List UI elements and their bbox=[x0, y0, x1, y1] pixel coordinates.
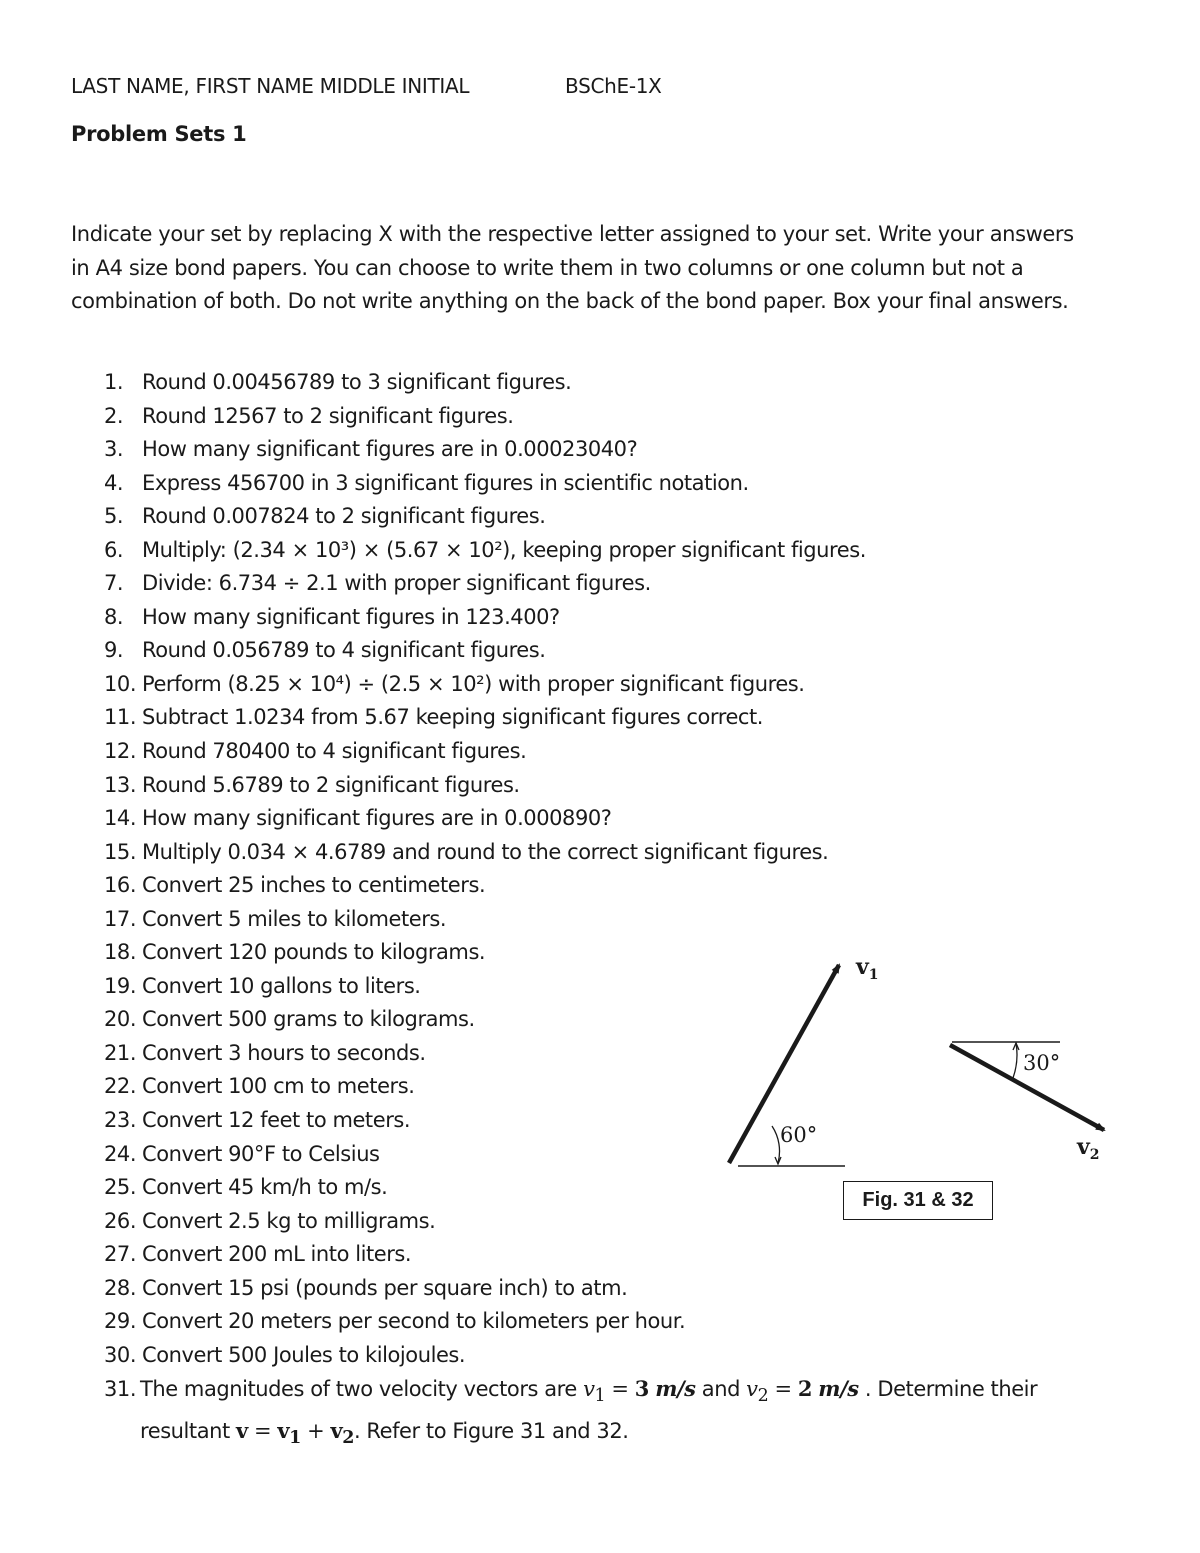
v2-value: 2 bbox=[797, 1376, 813, 1402]
problem-number: 19. bbox=[104, 973, 137, 998]
problem-number: 1. bbox=[104, 370, 124, 394]
problem-text: Multiply 0.034 × 4.6789 and round to the correct significant figures. bbox=[142, 839, 829, 864]
problem-item-5 bbox=[104, 500, 1134, 534]
problem-number: 6. bbox=[104, 537, 124, 562]
problem-number: 17. bbox=[104, 906, 137, 931]
problem-item-6 bbox=[104, 534, 1134, 568]
problem-item-29 bbox=[104, 1305, 1134, 1339]
resultant-plus: + bbox=[300, 1419, 331, 1444]
problem-item-1 bbox=[104, 366, 1134, 400]
problem-number: 7. bbox=[104, 571, 124, 596]
problem-text: Convert 200 mL into liters. bbox=[142, 1242, 412, 1267]
problem-text: Round 0.056789 to 4 significant figures. bbox=[142, 638, 546, 663]
problem-number: 26. bbox=[104, 1208, 137, 1233]
problem-text: Round 780400 to 4 significant figures. bbox=[142, 739, 527, 764]
res-v1-subscript: 1 bbox=[289, 1428, 301, 1449]
problem-item-14 bbox=[104, 802, 1134, 836]
problem-number: 3. bbox=[104, 437, 124, 462]
res-v2-subscript: 2 bbox=[342, 1428, 354, 1449]
problem-number: 16. bbox=[104, 873, 137, 898]
problem-number: 10. bbox=[104, 671, 137, 696]
problem-31-text-e: . Refer to Figure 31 and 32. bbox=[353, 1419, 629, 1444]
problem-number: 15. bbox=[104, 839, 137, 864]
problem-item-4 bbox=[104, 467, 1134, 501]
problem-item-9 bbox=[104, 634, 1134, 668]
problem-text: Round 5.6789 to 2 significant figures. bbox=[142, 772, 520, 797]
problem-text: Convert 3 hours to seconds. bbox=[142, 1040, 426, 1065]
problem-text: Divide: 6.734 ÷ 2.1 with proper significant figures. bbox=[142, 571, 651, 596]
v1-unit: m/s bbox=[655, 1376, 696, 1402]
problem-number: 18. bbox=[104, 940, 137, 965]
problem-number: 24. bbox=[104, 1141, 137, 1166]
header-line bbox=[71, 74, 662, 98]
problem-text: How many significant figures are in 0.00023040? bbox=[142, 437, 638, 462]
problem-number: 5. bbox=[104, 504, 124, 529]
problem-item-17 bbox=[104, 903, 1134, 937]
problem-number: 31. bbox=[104, 1377, 137, 1402]
problem-item-30 bbox=[104, 1339, 1134, 1373]
res-v2-symbol: v bbox=[330, 1418, 343, 1444]
problem-item-28 bbox=[104, 1272, 1134, 1306]
problem-text: Round 0.007824 to 2 significant figures. bbox=[142, 504, 546, 529]
problem-number: 11. bbox=[104, 705, 137, 730]
problem-text: Convert 20 meters per second to kilometers per hour. bbox=[142, 1309, 686, 1334]
problem-text: Convert 5 miles to kilometers. bbox=[142, 906, 447, 931]
problem-text: How many significant figures in 123.400? bbox=[142, 604, 560, 629]
problem-text: Convert 12 feet to meters. bbox=[142, 1108, 411, 1133]
problem-number: 30. bbox=[104, 1342, 137, 1367]
resultant-symbol: v bbox=[236, 1418, 248, 1444]
figure-caption: Fig. 31 & 32 bbox=[843, 1181, 993, 1220]
resultant-equation bbox=[236, 1418, 354, 1449]
problem-number: 9. bbox=[104, 638, 124, 663]
problem-number: 21. bbox=[104, 1040, 137, 1065]
problem-number: 28. bbox=[104, 1275, 137, 1300]
problem-number: 4. bbox=[104, 470, 124, 495]
problem-text: Convert 10 gallons to liters. bbox=[142, 973, 421, 998]
v1-subscript: 1 bbox=[594, 1386, 606, 1407]
problem-text: Convert 45 km/h to m/s. bbox=[142, 1175, 388, 1200]
v1-label-subscript: 1 bbox=[868, 967, 879, 983]
problem-item-16 bbox=[104, 869, 1134, 903]
problem-item-31 bbox=[104, 1372, 1134, 1455]
instructions-paragraph: Indicate your set by replacing X with the respective letter assigned to your set. Write your answers in A4 size bond papers. You can choose to write them in two columns or one column but not a combination of both. Do not write anything on the back of the bond paper. Box your final answers. bbox=[71, 222, 1074, 313]
v2-label-subscript: 2 bbox=[1089, 1147, 1100, 1163]
problem-number: 29. bbox=[104, 1309, 137, 1334]
problem-item-11 bbox=[104, 701, 1134, 735]
problem-text: Convert 120 pounds to kilograms. bbox=[142, 940, 486, 965]
v1-equation bbox=[583, 1376, 696, 1407]
problem-text: Perform (8.25 × 10⁴) ÷ (2.5 × 10²) with proper significant figures. bbox=[142, 671, 805, 696]
problem-text: Convert 25 inches to centimeters. bbox=[142, 873, 486, 898]
angle-60-label: 60° bbox=[780, 1123, 818, 1147]
name-placeholder: LAST NAME, FIRST NAME MIDDLE INITIAL bbox=[71, 74, 470, 98]
problem-item-12 bbox=[104, 735, 1134, 769]
problem-31-continuation bbox=[104, 1414, 1134, 1456]
problem-number: 8. bbox=[104, 604, 124, 629]
problem-item-10 bbox=[104, 668, 1134, 702]
v2-symbol: v bbox=[746, 1377, 758, 1402]
resultant-equals: = bbox=[247, 1419, 278, 1444]
problem-31-text-b: and bbox=[695, 1377, 747, 1402]
problem-text: Round 12567 to 2 significant figures. bbox=[142, 403, 514, 428]
problem-text: Convert 15 psi (pounds per square inch) to atm. bbox=[142, 1275, 628, 1300]
problem-item-27 bbox=[104, 1238, 1134, 1272]
problem-number: 27. bbox=[104, 1242, 137, 1267]
problem-text: Multiply: (2.34 × 10³) × (5.67 × 10²), keeping proper significant figures. bbox=[142, 537, 866, 562]
problem-31-text-a: The magnitudes of two velocity vectors are bbox=[140, 1377, 584, 1402]
v2-equals: = bbox=[768, 1377, 798, 1402]
section-code: BSChE-1X bbox=[565, 74, 662, 98]
v2-label-letter: v bbox=[1077, 1134, 1090, 1160]
problem-item-8 bbox=[104, 601, 1134, 635]
problem-item-2 bbox=[104, 400, 1134, 434]
v2-subscript: 2 bbox=[757, 1386, 769, 1407]
problem-number: 22. bbox=[104, 1074, 137, 1099]
problem-number: 20. bbox=[104, 1007, 137, 1032]
v1-equals: = bbox=[605, 1377, 635, 1402]
angle-30-label: 30° bbox=[1023, 1051, 1061, 1075]
problem-text: Express 456700 in 3 significant figures in scientific notation. bbox=[142, 470, 749, 495]
problem-item-3 bbox=[104, 433, 1134, 467]
problem-text: Round 0.00456789 to 3 significant figures. bbox=[142, 370, 572, 394]
problem-number: 13. bbox=[104, 772, 137, 797]
problem-text: How many significant figures are in 0.000890? bbox=[142, 806, 612, 831]
problem-text: Convert 90°F to Celsius bbox=[142, 1141, 380, 1166]
problem-number: 14. bbox=[104, 806, 137, 831]
problem-number: 23. bbox=[104, 1108, 137, 1133]
problem-item-13 bbox=[104, 769, 1134, 803]
res-v1-symbol: v bbox=[277, 1418, 290, 1444]
problem-text: Convert 500 grams to kilograms. bbox=[142, 1007, 475, 1032]
problem-31-text-d: resultant bbox=[140, 1419, 236, 1444]
problem-item-15 bbox=[104, 836, 1134, 870]
problem-text: Subtract 1.0234 from 5.67 keeping significant figures correct. bbox=[142, 705, 764, 730]
problem-number: 2. bbox=[104, 403, 124, 428]
v1-label bbox=[855, 954, 879, 983]
problem-number: 25. bbox=[104, 1175, 137, 1200]
v2-equation bbox=[746, 1376, 859, 1407]
problem-text: Convert 500 Joules to kilojoules. bbox=[142, 1342, 466, 1367]
problem-text: Convert 100 cm to meters. bbox=[142, 1074, 415, 1099]
problem-item-7 bbox=[104, 567, 1134, 601]
v1-label-letter: v bbox=[856, 954, 869, 980]
problem-text: Convert 2.5 kg to milligrams. bbox=[142, 1208, 436, 1233]
v1-value: 3 bbox=[634, 1376, 649, 1402]
v2-label bbox=[1076, 1134, 1100, 1163]
v2-unit: m/s bbox=[818, 1376, 859, 1402]
v1-symbol: v bbox=[583, 1377, 595, 1402]
problem-list bbox=[104, 366, 1134, 1456]
problem-31-text-c: . Determine their bbox=[858, 1377, 1038, 1402]
problem-number: 12. bbox=[104, 739, 137, 764]
page-title: Problem Sets 1 bbox=[71, 122, 247, 146]
